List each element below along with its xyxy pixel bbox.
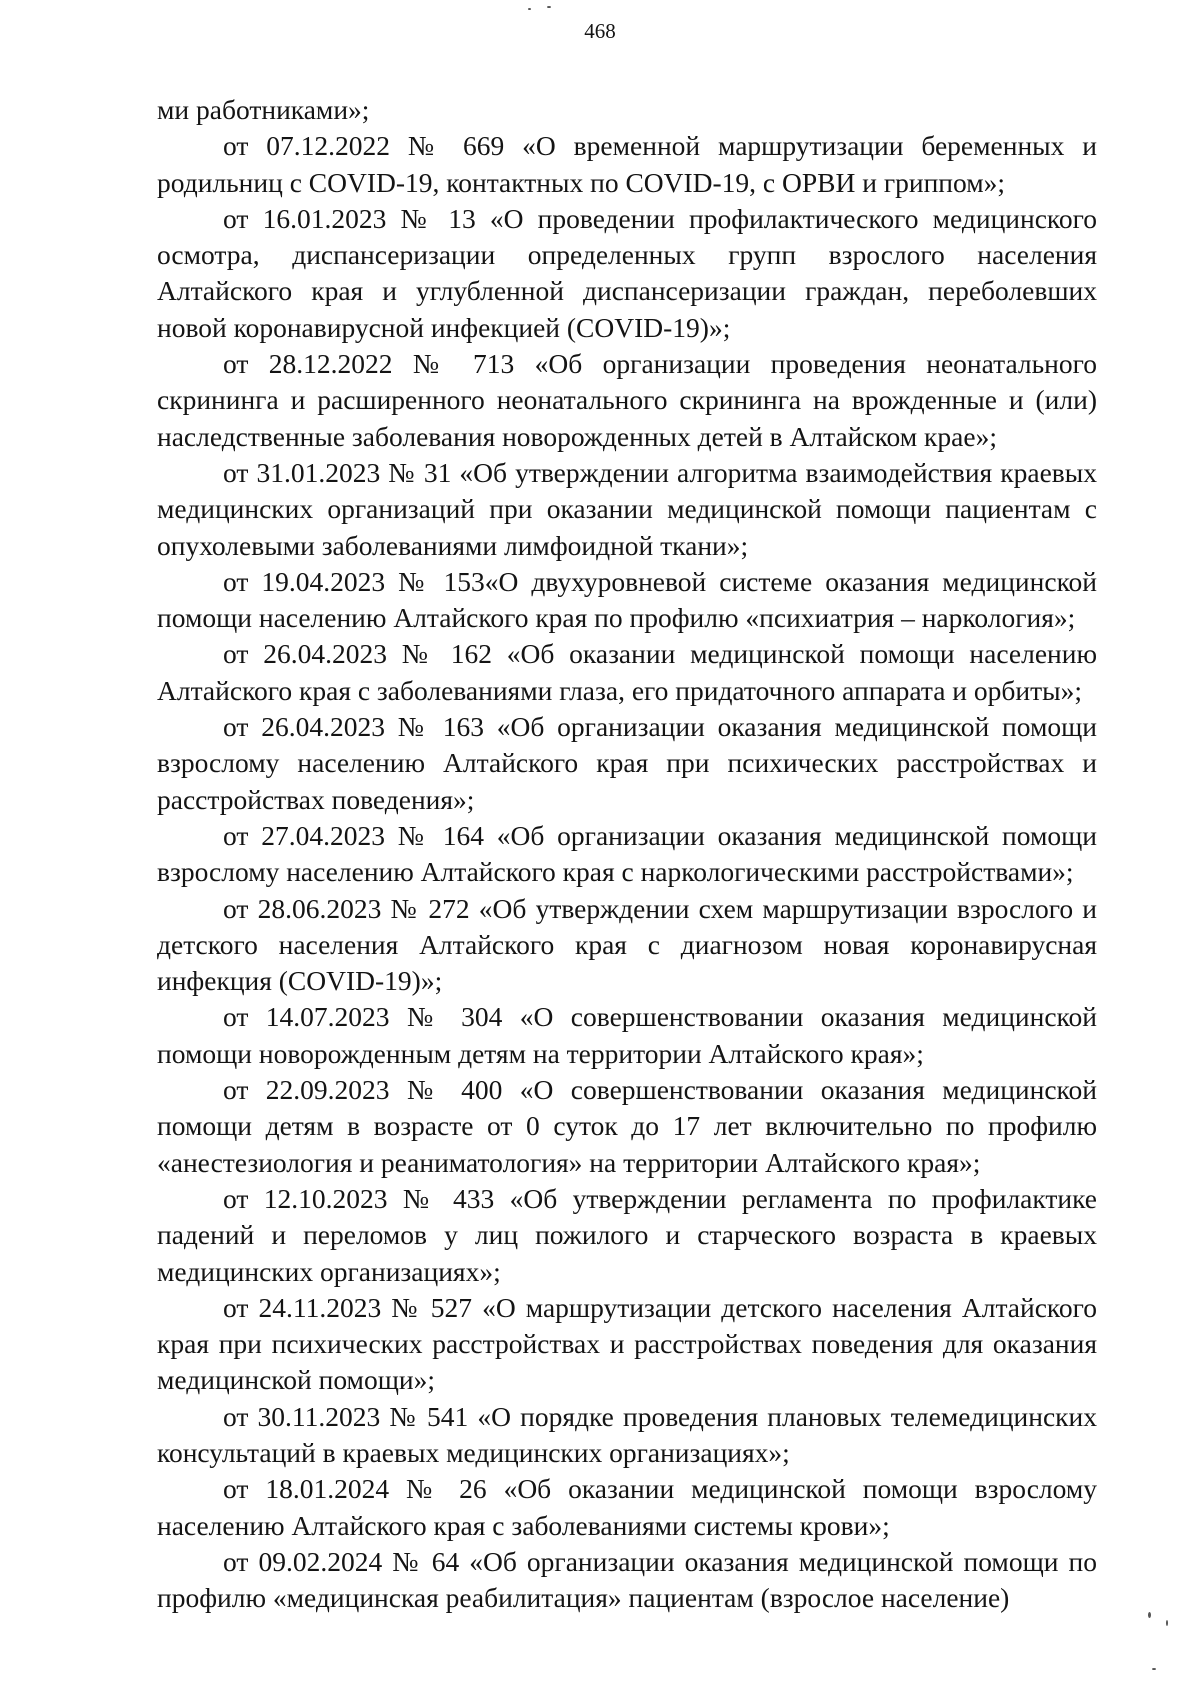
order-item: от 14.07.2023 № 304 «О совершенствовании оказания медицинской помощи новорожденным детям на территории Алтайского края»;: [157, 1001, 1097, 1069]
order-item: от 26.04.2023 № 163 «Об организации оказания медицинской помощи взрослому населению Алтайского края при психических расстройствах и расстройствах поведения»;: [157, 711, 1097, 815]
scan-speck: [1166, 1620, 1168, 1626]
order-item: от 28.06.2023 № 272 «Об утверждении схем маршрутизации взрослого и детского населения Алтайского края с диагнозом новая коронавирусная инфекция (COVID-19)»;: [157, 892, 1097, 997]
order-item: от 16.01.2023 № 13 «О проведении профилактического медицинского осмотра, диспансеризации определенных групп взрослого населения Алтайского края и углубленной диспансеризации граждан, переболевших новой коронавирусной инфекцией (COVID-19)»;: [157, 202, 1097, 343]
page-number: 468: [584, 19, 616, 43]
order-item: от 12.10.2023 № 433 «Об утверждении регламента по профилактике падений и переломов у лиц пожилого и старческого возраста в краевых медицинских организациях»;: [157, 1182, 1097, 1287]
order-item: от 31.01.2023 № 31 «Об утверждении алгоритма взаимодействия краевых медицинских организаций при оказании медицинской помощи пациентам с опухолевыми заболеваниями лимфоидной ткани»;: [157, 456, 1097, 561]
order-item: от 19.04.2023 № 153«О двухуровневой системе оказания медицинской помощи населению Алтайского края по профилю «психиатрия – наркология»;: [157, 565, 1097, 634]
scan-speck: [528, 8, 531, 10]
paragraph-continuation: ми работниками»;: [157, 94, 370, 125]
scan-speck: [547, 6, 551, 8]
order-item: от 09.02.2024 № 64 «Об организации оказания медицинской помощи по профилю «медицинская реабилитация» пациентам (взрослое население): [157, 1545, 1097, 1614]
order-item: от 28.12.2022 № 713 «Об организации проведения неонатального скрининга и расширенного неонатального скрининга на врожденные и (или) наследственные заболевания новорожденных детей в Алтайском крае»;: [157, 348, 1097, 452]
order-item: от 27.04.2023 № 164 «Об организации оказания медицинской помощи взрослому населению Алтайского края с наркологическими расстройствами»;: [157, 819, 1097, 888]
order-item: от 22.09.2023 № 400 «О совершенствовании оказания медицинской помощи детям в возрасте от 0 суток до 17 лет включительно по профилю «анестезиология и реаниматология» на территории Алтайского края»;: [157, 1074, 1097, 1178]
document-body: [157, 92, 1097, 1616]
order-item: от 18.01.2024 № 26 «Об оказании медицинской помощи взрослому населению Алтайского края с заболеваниями системы крови»;: [157, 1473, 1097, 1541]
order-item: от 26.04.2023 № 162 «Об оказании медицинской помощи населению Алтайского края с заболеваниями глаза, его придаточного аппарата и орбиты»;: [157, 638, 1097, 706]
order-item: от 24.11.2023 № 527 «О маршрутизации детского населения Алтайского края при психических расстройствах и расстройствах поведения для оказания медицинской помощи»;: [157, 1291, 1097, 1396]
order-item: от 30.11.2023 № 541 «О порядке проведения плановых телемедицинских консультаций в краевых медицинских организациях»;: [157, 1400, 1097, 1468]
scan-speck: [1152, 1668, 1156, 1670]
scan-speck: [1148, 1612, 1151, 1618]
order-item: от 07.12.2022 № 669 «О временной маршрутизации беременных и родильниц с COVID-19, контактных по COVID-19, с ОРВИ и гриппом»;: [157, 130, 1097, 198]
